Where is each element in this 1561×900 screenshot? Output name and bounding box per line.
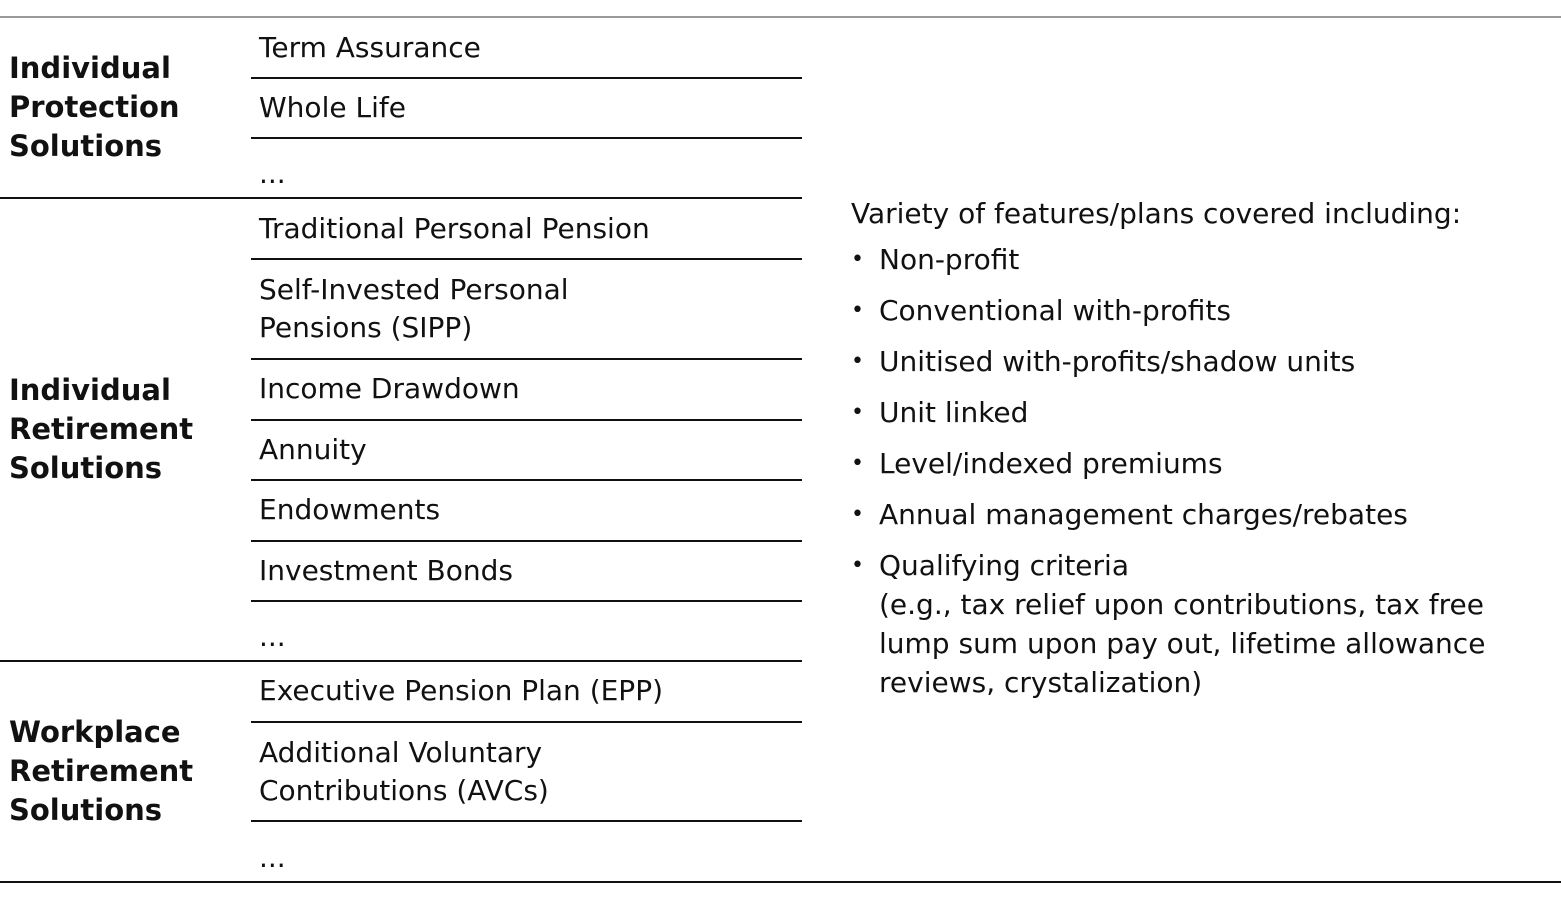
product-item-more: ... — [259, 620, 286, 653]
feature-bullet — [851, 393, 1551, 432]
feature-bullet — [851, 444, 1551, 483]
feature-subtext: (e.g., tax relief upon contributions, tax free lump sum upon pay out, lifetime allowance reviews, crystalization) — [879, 588, 1486, 699]
product-item-income-drawdown: Income Drawdown — [259, 372, 520, 405]
product-item-annuity: Annuity — [259, 433, 367, 466]
product-item-avcs: Additional Voluntary Contributions (AVCs) — [259, 736, 549, 807]
features-intro: Variety of features/plans covered including: — [851, 197, 1462, 230]
product-item-more: ... — [259, 841, 286, 874]
feature-text: Conventional with-profits — [879, 294, 1231, 327]
product-item-term-assurance: Term Assurance — [259, 31, 481, 64]
feature-text: Level/indexed premiums — [879, 447, 1223, 480]
group-label-workplace-retirement: Workplace Retirement Solutions — [9, 715, 194, 827]
feature-text: Non-profit — [879, 243, 1020, 276]
bullet-dot-icon: • — [851, 451, 864, 476]
product-item-endowments: Endowments — [259, 493, 441, 526]
product-item-epp: Executive Pension Plan (EPP) — [259, 674, 664, 707]
product-item-more: ... — [259, 157, 286, 190]
product-item-investment-bonds: Investment Bonds — [259, 554, 513, 587]
feature-bullet — [851, 240, 1551, 279]
feature-text: Unitised with-profits/shadow units — [879, 345, 1356, 378]
feature-bullet — [851, 495, 1551, 534]
features-list — [851, 240, 1551, 702]
feature-text: Qualifying criteria — [879, 549, 1129, 582]
bullet-dot-icon: • — [851, 400, 864, 425]
bullet-dot-icon: • — [851, 298, 864, 323]
feature-bullet — [851, 291, 1551, 330]
group-label-individual-retirement: Individual Retirement Solutions — [9, 373, 194, 485]
group-label-individual-protection: Individual Protection Solutions — [9, 51, 180, 163]
bullet-dot-icon: • — [851, 349, 864, 374]
features-panel — [851, 192, 1551, 714]
product-item-whole-life: Whole Life — [259, 91, 406, 124]
bullet-dot-icon: • — [851, 502, 864, 527]
product-item-traditional-personal-pension: Traditional Personal Pension — [259, 212, 650, 245]
feature-bullet — [851, 342, 1551, 381]
bullet-dot-icon: • — [851, 553, 864, 578]
feature-text: Annual management charges/rebates — [879, 498, 1408, 531]
product-item-sipp: Self-Invested Personal Pensions (SIPP) — [259, 273, 569, 344]
bullet-dot-icon: • — [851, 247, 864, 272]
feature-text: Unit linked — [879, 396, 1029, 429]
feature-bullet — [851, 546, 1551, 702]
